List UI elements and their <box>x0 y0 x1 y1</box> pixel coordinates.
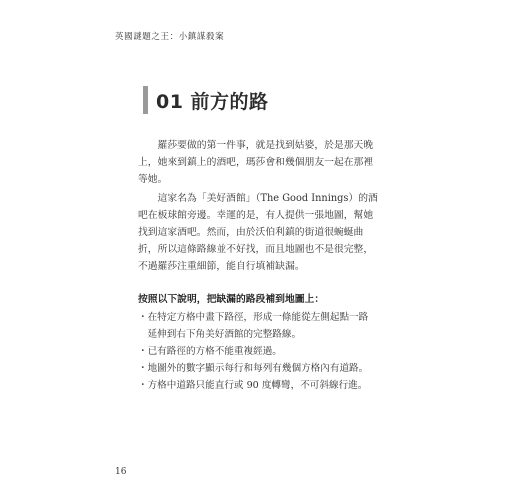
paragraph-line: 不過羅莎注重細節，能自行填補缺漏。 <box>138 261 305 272</box>
paragraph-line: 等她。 <box>138 174 168 185</box>
chapter-title: 01 前方的路 <box>156 90 269 113</box>
instruction-item <box>138 377 378 394</box>
instruction-line: 延伸到右下角美好酒館的完整路線。 <box>138 329 302 340</box>
page-number: 16 <box>115 467 127 477</box>
chapter-bar <box>143 86 148 114</box>
instruction-line: ・地圖外的數字顯示每行和每列有幾個方格內有道路。 <box>138 363 369 374</box>
instructions-list <box>138 309 378 394</box>
instructions-block <box>138 292 378 394</box>
paragraph-line: 羅莎要做的第一件事，就是找到姑婆，於是那天晚 <box>138 140 374 151</box>
paragraph-line: 上，她來到鎮上的酒吧，瑪莎會和幾個朋友一起在那裡 <box>138 157 374 168</box>
instruction-line: ・已有路徑的方格不能重複經過。 <box>138 346 282 357</box>
paragraph-line: 這家名為「美好酒館」（The Good Innings）的酒 <box>138 193 378 204</box>
instruction-item <box>138 309 378 343</box>
paragraph-line: 折，所以這條路線並不好找，而且地圖也不是很完整， <box>138 244 374 255</box>
instructions-heading: 按照以下說明，把缺漏的路段補到地圖上： <box>138 294 325 305</box>
chapter-heading <box>143 86 269 114</box>
paragraph-1 <box>138 137 374 188</box>
running-header: 英國謎題之王：小鎮謀殺案 <box>115 32 225 42</box>
paragraph-2 <box>138 190 378 275</box>
instruction-line: ・在特定方格中畫下路徑，形成一條能從左側起點一路 <box>138 312 369 323</box>
paragraph-line: 找到這家酒吧。然而，由於沃伯利鎮的街道很蜿蜒曲 <box>138 227 364 238</box>
instruction-item <box>138 343 378 360</box>
paragraph-line: 吧在板球館旁邊。幸運的是，有人提供一張地圖，幫她 <box>138 210 374 221</box>
instruction-item <box>138 360 378 377</box>
instruction-line: ・方格中道路只能直行或 90 度轉彎，不可斜線行進。 <box>138 380 368 391</box>
